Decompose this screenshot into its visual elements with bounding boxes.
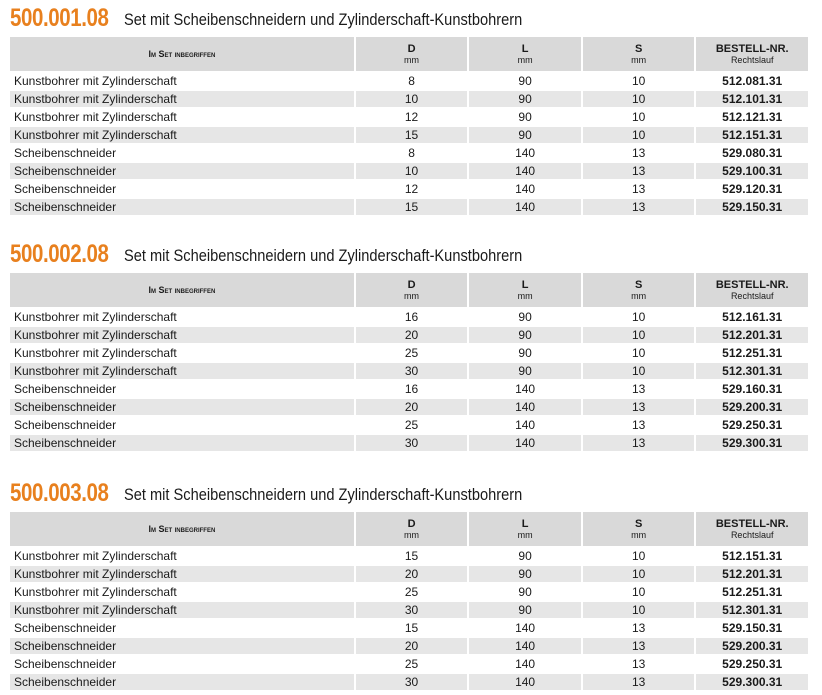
item-name: Kunstbohrer mit Zylinderschaft — [10, 343, 354, 361]
table-row — [10, 143, 808, 161]
item-l: 90 — [469, 307, 581, 325]
header-unit: mm — [404, 290, 420, 301]
item-d: 10 — [356, 161, 468, 179]
item-l: 90 — [469, 125, 581, 143]
column-header-d — [356, 273, 468, 307]
item-name: Scheibenschneider — [10, 415, 354, 433]
item-d: 15 — [356, 125, 468, 143]
header-label: S — [634, 278, 643, 291]
header-unit: mm — [631, 529, 647, 540]
header-label: D — [407, 278, 416, 291]
item-order-number: 529.300.31 — [696, 433, 808, 451]
item-s: 10 — [583, 107, 695, 125]
table-row — [10, 672, 808, 690]
item-s: 13 — [583, 397, 695, 415]
item-l: 140 — [469, 143, 581, 161]
table-row — [10, 71, 808, 89]
column-header-name: Im Set inbegriffen — [10, 37, 354, 71]
header-sub: Rechtslauf — [730, 529, 774, 540]
item-d: 25 — [356, 415, 468, 433]
item-name: Scheibenschneider — [10, 179, 354, 197]
header-sub: Rechtslauf — [730, 54, 774, 65]
item-s: 13 — [583, 379, 695, 397]
item-order-number: 529.160.31 — [696, 379, 808, 397]
item-d: 12 — [356, 107, 468, 125]
section-title — [10, 479, 810, 507]
item-order-number: 529.200.31 — [696, 397, 808, 415]
table-row — [10, 636, 808, 654]
item-order-number: 512.101.31 — [696, 89, 808, 107]
item-d: 20 — [356, 325, 468, 343]
column-header-order — [696, 273, 808, 307]
column-header-l — [469, 37, 581, 71]
item-order-number: 512.151.31 — [696, 125, 808, 143]
item-d: 20 — [356, 397, 468, 415]
item-name: Scheibenschneider — [10, 161, 354, 179]
item-name: Kunstbohrer mit Zylinderschaft — [10, 564, 354, 582]
table-row — [10, 361, 808, 379]
item-l: 140 — [469, 161, 581, 179]
table-row — [10, 89, 808, 107]
section-title — [10, 4, 810, 32]
item-order-number: 512.121.31 — [696, 107, 808, 125]
item-d: 8 — [356, 71, 468, 89]
item-l: 140 — [469, 397, 581, 415]
item-name: Kunstbohrer mit Zylinderschaft — [10, 307, 354, 325]
column-header-order — [696, 512, 808, 546]
item-name: Scheibenschneider — [10, 143, 354, 161]
item-order-number: 529.200.31 — [696, 636, 808, 654]
item-name: Scheibenschneider — [10, 433, 354, 451]
table-row — [10, 546, 808, 564]
item-d: 15 — [356, 618, 468, 636]
item-d: 25 — [356, 582, 468, 600]
header-unit: mm — [404, 529, 420, 540]
item-order-number: 512.251.31 — [696, 343, 808, 361]
item-d: 25 — [356, 654, 468, 672]
table-row — [10, 107, 808, 125]
header-unit: mm — [517, 529, 533, 540]
set-description: Set mit Scheibenschneidern und Zylinderschaft-Kunstbohrern — [124, 246, 523, 265]
item-d: 8 — [356, 143, 468, 161]
header-label: BESTELL-NR. — [715, 517, 789, 530]
item-s: 10 — [583, 325, 695, 343]
table-row — [10, 415, 808, 433]
item-d: 20 — [356, 636, 468, 654]
item-d: 30 — [356, 361, 468, 379]
table-row — [10, 397, 808, 415]
item-order-number: 512.081.31 — [696, 71, 808, 89]
item-s: 10 — [583, 600, 695, 618]
header-label: BESTELL-NR. — [715, 278, 789, 291]
table-header-row — [10, 512, 808, 546]
item-d: 25 — [356, 343, 468, 361]
item-name: Kunstbohrer mit Zylinderschaft — [10, 71, 354, 89]
product-set-section — [10, 4, 810, 215]
header-label: L — [521, 42, 529, 55]
product-set-section — [10, 479, 810, 690]
section-title — [10, 240, 810, 268]
item-order-number: 529.080.31 — [696, 143, 808, 161]
column-header-l — [469, 273, 581, 307]
table-row — [10, 654, 808, 672]
set-table — [8, 273, 810, 451]
set-code: 500.003.08 — [10, 479, 109, 507]
item-s: 13 — [583, 415, 695, 433]
item-order-number: 529.250.31 — [696, 654, 808, 672]
item-name: Scheibenschneider — [10, 672, 354, 690]
table-row — [10, 179, 808, 197]
item-s: 13 — [583, 143, 695, 161]
set-table — [8, 37, 810, 215]
item-name: Scheibenschneider — [10, 654, 354, 672]
table-row — [10, 618, 808, 636]
item-order-number: 529.150.31 — [696, 197, 808, 215]
table-header-row — [10, 273, 808, 307]
header-unit: mm — [631, 54, 647, 65]
item-s: 10 — [583, 307, 695, 325]
item-d: 15 — [356, 197, 468, 215]
item-s: 10 — [583, 564, 695, 582]
item-order-number: 529.150.31 — [696, 618, 808, 636]
item-l: 90 — [469, 564, 581, 582]
header-label: D — [407, 517, 416, 530]
item-s: 10 — [583, 125, 695, 143]
table-row — [10, 325, 808, 343]
item-l: 140 — [469, 379, 581, 397]
item-order-number: 512.301.31 — [696, 361, 808, 379]
item-l: 90 — [469, 325, 581, 343]
table-row — [10, 125, 808, 143]
header-label: BESTELL-NR. — [715, 42, 789, 55]
item-s: 13 — [583, 433, 695, 451]
item-d: 30 — [356, 600, 468, 618]
item-s: 13 — [583, 654, 695, 672]
item-name: Scheibenschneider — [10, 636, 354, 654]
item-l: 90 — [469, 361, 581, 379]
set-description: Set mit Scheibenschneidern und Zylinderschaft-Kunstbohrern — [124, 10, 523, 29]
column-header-s — [583, 37, 695, 71]
item-s: 13 — [583, 672, 695, 690]
column-header-s — [583, 273, 695, 307]
item-l: 90 — [469, 107, 581, 125]
column-header-name: Im Set inbegriffen — [10, 512, 354, 546]
item-order-number: 512.251.31 — [696, 582, 808, 600]
table-row — [10, 379, 808, 397]
item-d: 12 — [356, 179, 468, 197]
item-d: 30 — [356, 433, 468, 451]
header-label: S — [634, 42, 643, 55]
item-s: 13 — [583, 636, 695, 654]
table-row — [10, 433, 808, 451]
item-s: 10 — [583, 71, 695, 89]
header-unit: mm — [517, 54, 533, 65]
item-l: 90 — [469, 600, 581, 618]
set-table — [8, 512, 810, 690]
column-header-s — [583, 512, 695, 546]
item-d: 10 — [356, 89, 468, 107]
item-s: 10 — [583, 89, 695, 107]
item-l: 90 — [469, 71, 581, 89]
set-code: 500.002.08 — [10, 240, 109, 268]
column-header-d — [356, 512, 468, 546]
item-s: 10 — [583, 582, 695, 600]
product-set-section — [10, 240, 810, 451]
item-order-number: 512.161.31 — [696, 307, 808, 325]
item-s: 10 — [583, 361, 695, 379]
header-unit: mm — [517, 290, 533, 301]
item-name: Kunstbohrer mit Zylinderschaft — [10, 546, 354, 564]
table-row — [10, 600, 808, 618]
column-header-d — [356, 37, 468, 71]
item-order-number: 529.250.31 — [696, 415, 808, 433]
item-order-number: 529.300.31 — [696, 672, 808, 690]
column-header-name: Im Set inbegriffen — [10, 273, 354, 307]
header-label: S — [634, 517, 643, 530]
item-s: 13 — [583, 179, 695, 197]
set-description: Set mit Scheibenschneidern und Zylinderschaft-Kunstbohrern — [124, 485, 523, 504]
item-l: 90 — [469, 582, 581, 600]
item-s: 10 — [583, 546, 695, 564]
item-name: Scheibenschneider — [10, 397, 354, 415]
column-header-l — [469, 512, 581, 546]
item-name: Kunstbohrer mit Zylinderschaft — [10, 361, 354, 379]
item-order-number: 512.301.31 — [696, 600, 808, 618]
item-l: 140 — [469, 618, 581, 636]
item-name: Kunstbohrer mit Zylinderschaft — [10, 582, 354, 600]
item-s: 13 — [583, 161, 695, 179]
item-s: 13 — [583, 618, 695, 636]
header-label: D — [407, 42, 416, 55]
item-order-number: 512.201.31 — [696, 564, 808, 582]
item-l: 90 — [469, 89, 581, 107]
item-l: 140 — [469, 197, 581, 215]
item-s: 13 — [583, 197, 695, 215]
item-d: 20 — [356, 564, 468, 582]
header-label: L — [521, 278, 529, 291]
item-d: 15 — [356, 546, 468, 564]
table-row — [10, 161, 808, 179]
header-unit: mm — [631, 290, 647, 301]
item-l: 140 — [469, 636, 581, 654]
header-sub: Rechtslauf — [730, 290, 774, 301]
item-name: Scheibenschneider — [10, 197, 354, 215]
header-unit: mm — [404, 54, 420, 65]
item-order-number: 529.100.31 — [696, 161, 808, 179]
item-name: Kunstbohrer mit Zylinderschaft — [10, 600, 354, 618]
column-header-order — [696, 37, 808, 71]
item-l: 140 — [469, 654, 581, 672]
item-d: 16 — [356, 307, 468, 325]
table-row — [10, 582, 808, 600]
item-name: Kunstbohrer mit Zylinderschaft — [10, 125, 354, 143]
table-header-row — [10, 37, 808, 71]
item-l: 90 — [469, 546, 581, 564]
set-code: 500.001.08 — [10, 4, 109, 32]
item-d: 30 — [356, 672, 468, 690]
item-l: 140 — [469, 179, 581, 197]
item-name: Scheibenschneider — [10, 379, 354, 397]
item-name: Kunstbohrer mit Zylinderschaft — [10, 89, 354, 107]
table-row — [10, 343, 808, 361]
item-l: 90 — [469, 343, 581, 361]
header-label: L — [521, 517, 529, 530]
item-name: Kunstbohrer mit Zylinderschaft — [10, 325, 354, 343]
item-name: Kunstbohrer mit Zylinderschaft — [10, 107, 354, 125]
item-order-number: 512.151.31 — [696, 546, 808, 564]
item-l: 140 — [469, 433, 581, 451]
item-order-number: 529.120.31 — [696, 179, 808, 197]
table-row — [10, 564, 808, 582]
item-l: 140 — [469, 672, 581, 690]
item-d: 16 — [356, 379, 468, 397]
table-row — [10, 197, 808, 215]
item-s: 10 — [583, 343, 695, 361]
item-name: Scheibenschneider — [10, 618, 354, 636]
item-order-number: 512.201.31 — [696, 325, 808, 343]
item-l: 140 — [469, 415, 581, 433]
table-row — [10, 307, 808, 325]
